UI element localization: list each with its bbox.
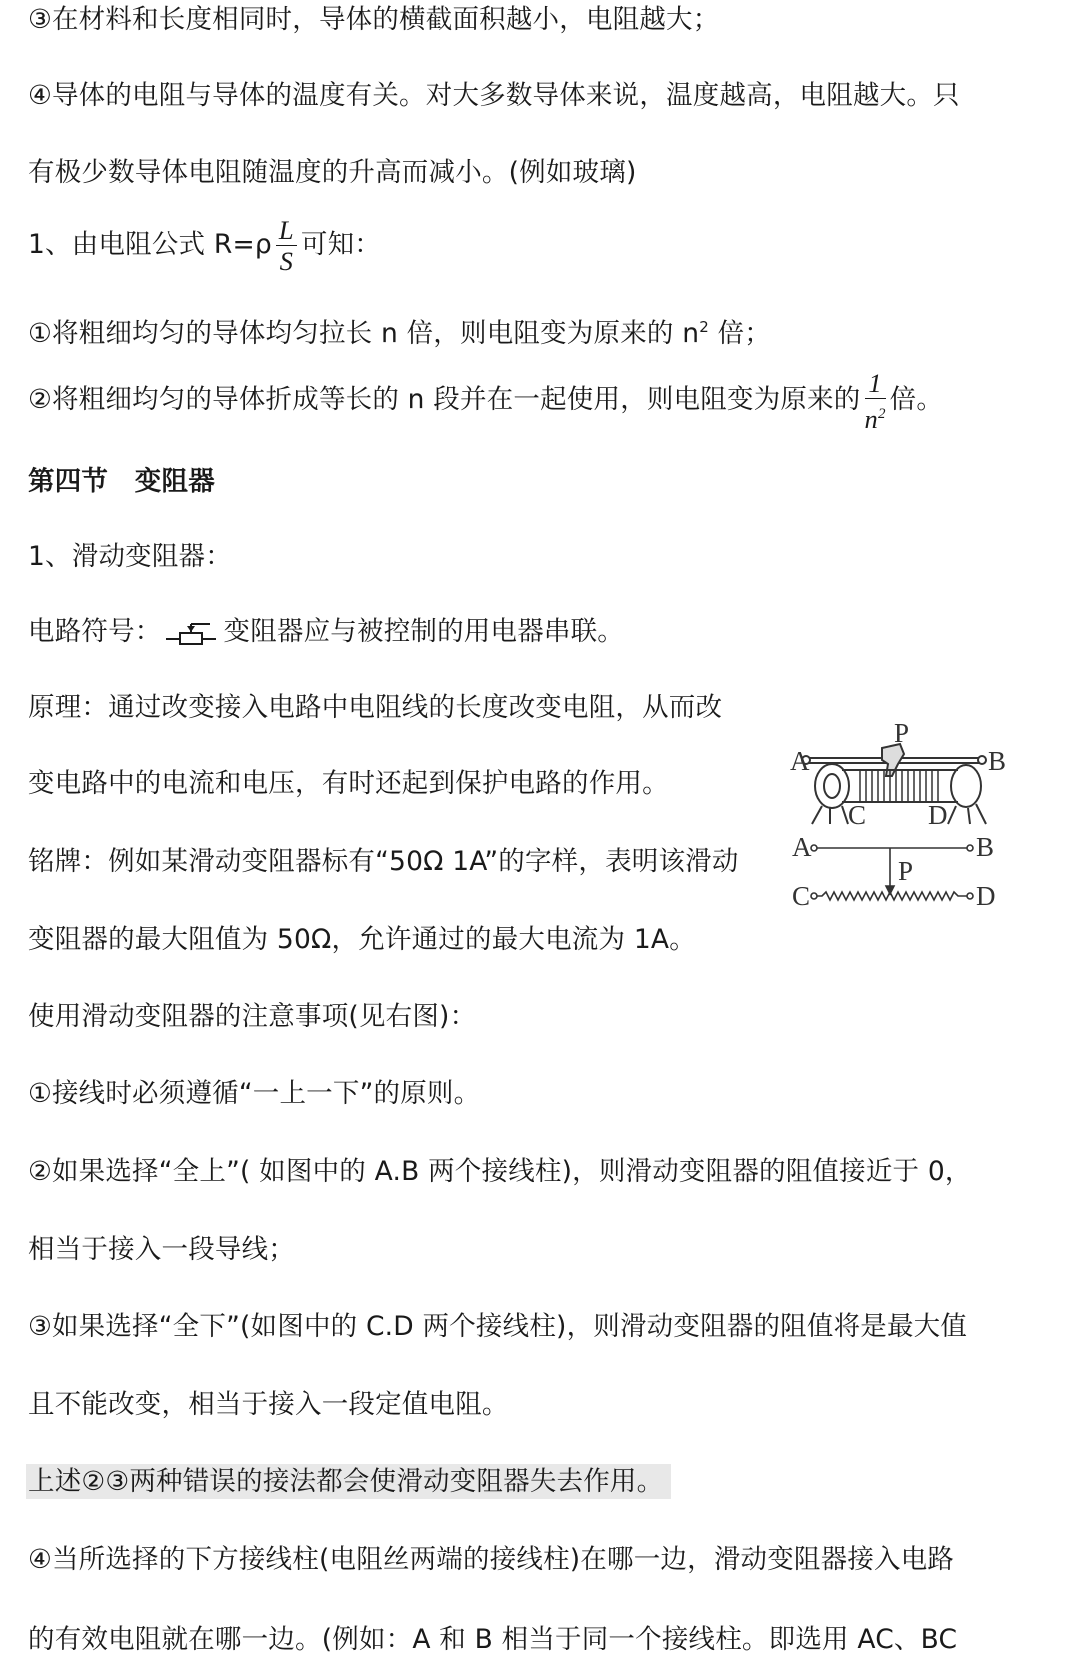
- text-line-1: ③在材料和长度相同时，导体的横截面积越小，电阻越大；: [28, 4, 720, 35]
- text-line-16: ②如果选择“全上”( 如图中的 A.B 两个接线柱)，则滑动变阻器的阻值接近于 0，: [28, 1156, 972, 1187]
- rheostat-symbol-icon: [164, 618, 222, 648]
- fraction-one-over-n-squared: $\frac{1}{n^2}$: [864, 367, 886, 434]
- text-line-10: 原理：通过改变接入电路中电阻线的长度改变电阻，从而改: [28, 692, 723, 723]
- text-line-6: ②将粗细均匀的导体折成等长的 n 段并在一起使用，则电阻变为原来的 $\frac{1}{n^2}$ 倍。: [28, 367, 944, 434]
- label-P: P: [898, 856, 914, 886]
- text-line-9: 电路符号： 变阻器应与被控制的用电器串联。: [28, 616, 624, 647]
- label-D: D: [976, 881, 996, 911]
- label-C-top: C: [848, 800, 867, 830]
- formula-line: 1、由电阻公式 R=ρ $\frac{L}{S}$ 可知：: [28, 215, 381, 276]
- sliding-rheostat-figure: [790, 720, 1010, 930]
- text-line-5: ①将粗细均匀的导体均匀拉长 n 倍，则电阻变为原来的 $n^2$ 倍；: [28, 317, 771, 349]
- text-line-3: 有极少数导体电阻随温度的升高而减小。(例如玻璃): [28, 157, 637, 188]
- label-A-top: A: [790, 746, 810, 776]
- formula-fraction: $\frac{L}{S}$: [276, 215, 297, 276]
- section-title: 第四节 变阻器: [28, 466, 215, 497]
- text-line-11: 变电路中的电流和电压，有时还起到保护电路的作用。: [28, 768, 669, 799]
- label-A: A: [792, 832, 812, 862]
- text-line-18: ③如果选择“全下”(如图中的 C.D 两个接线柱)，则滑动变阻器的阻值将是最大值: [28, 1311, 968, 1342]
- rheostat-schematic: [811, 845, 973, 900]
- text-line-15: ①接线时必须遵循“一上一下”的原则。: [28, 1078, 481, 1109]
- label-D-top: D: [928, 800, 948, 830]
- text-line-19: 且不能改变，相当于接入一段定值电阻。: [28, 1389, 509, 1420]
- text-line-17: 相当于接入一段导线；: [28, 1234, 295, 1265]
- label-P-top: P: [894, 720, 910, 748]
- text-line-12: 铭牌：例如某滑动变阻器标有“50Ω 1A”的字样，表明该滑动: [28, 846, 739, 877]
- text-line-22: 的有效电阻就在哪一边。(例如：A 和 B 相当于同一个接线柱。即选用 AC、BC: [28, 1624, 958, 1655]
- highlighted-note: 上述②③两种错误的接法都会使滑动变阻器失去作用。: [28, 1462, 671, 1502]
- text-line-8: 1、滑动变阻器：: [28, 541, 232, 572]
- text-line-14: 使用滑动变阻器的注意事项(见右图)：: [28, 1001, 477, 1032]
- label-C: C: [792, 881, 811, 911]
- text-line-21: ④当所选择的下方接线柱(电阻丝两端的接线柱)在哪一边，滑动变阻器接入电路: [28, 1544, 955, 1575]
- label-B-top: B: [988, 746, 1007, 776]
- rheostat-drawing: [802, 744, 986, 824]
- label-B: B: [976, 832, 995, 862]
- text-line-13: 变阻器的最大阻值为 50Ω，允许通过的最大电流为 1A。: [28, 924, 696, 955]
- text-line-2: ④导体的电阻与导体的温度有关。对大多数导体来说，温度越高，电阻越大。只: [28, 80, 960, 111]
